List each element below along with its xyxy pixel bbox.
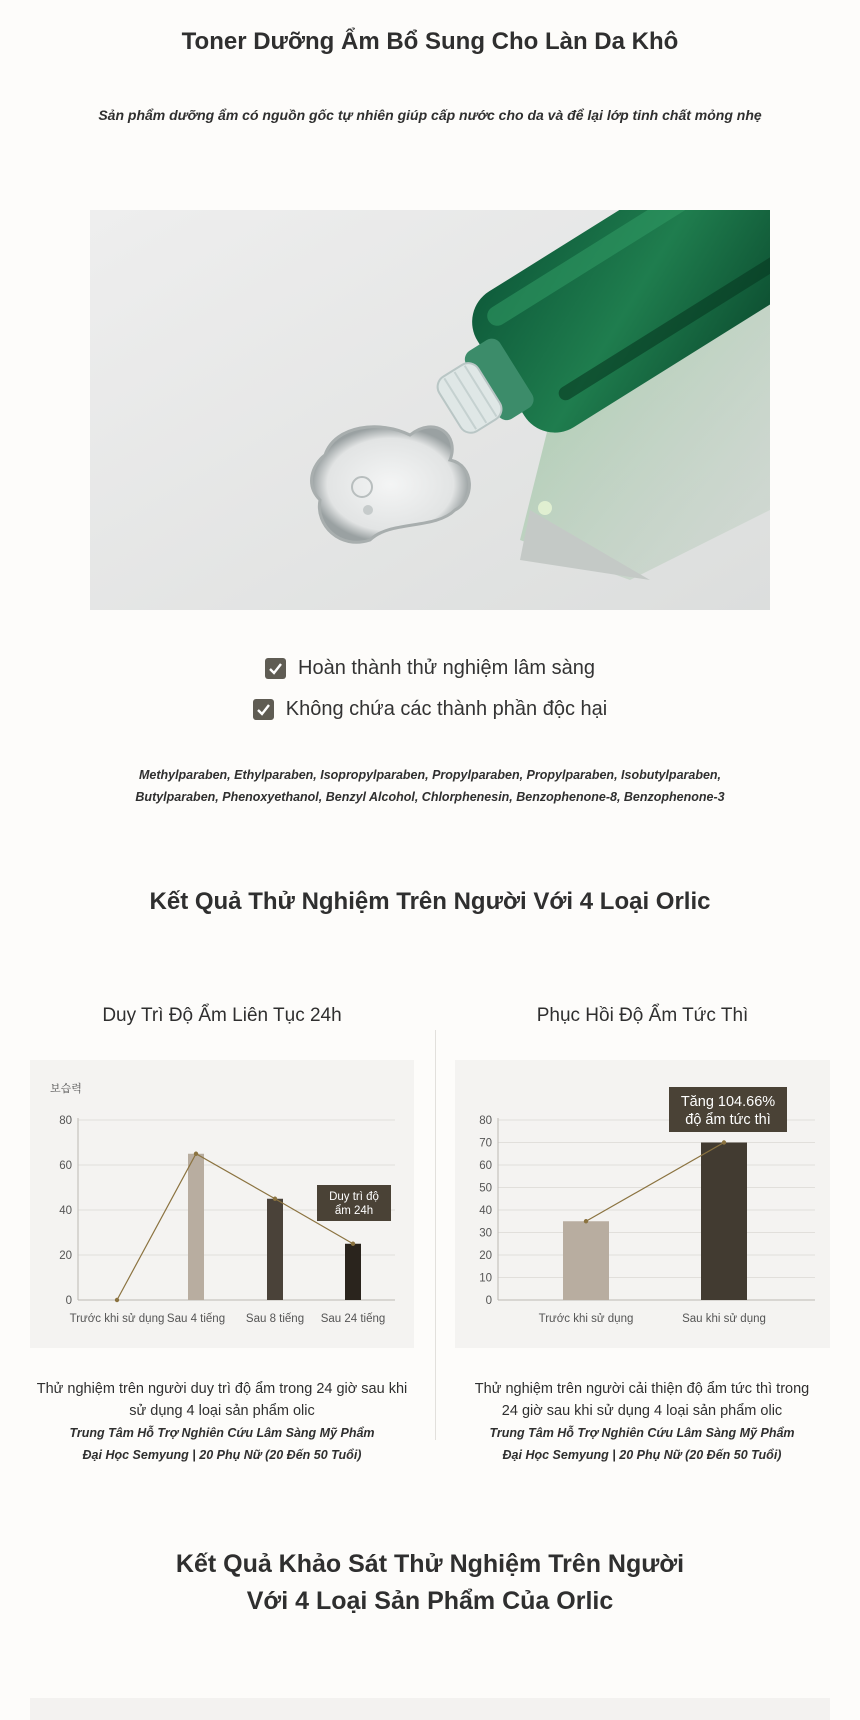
bar bbox=[701, 1143, 747, 1301]
bar bbox=[267, 1199, 283, 1300]
column-divider bbox=[435, 1030, 436, 1440]
caption-source: Trung Tâm Hỗ Trợ Nghiên Cứu Lâm Sàng Mỹ Phẩm bbox=[489, 1426, 795, 1440]
y-tick-label: 60 bbox=[59, 1160, 72, 1172]
ingredients-line: Methylparaben, Ethylparaben, Isopropylparaben, Propylparaben, Propylparaben, Isobutylparaben, bbox=[138, 768, 722, 782]
check-item-label: Không chứa các thành phần độc hại bbox=[285, 698, 608, 720]
y-tick-label: 20 bbox=[59, 1250, 72, 1262]
product-image bbox=[90, 210, 770, 610]
y-tick-label: 10 bbox=[479, 1272, 492, 1285]
caption-text: Thử nghiệm trên người duy trì độ ẩm trong 24 giờ sau khi sử dụng 4 loại sản phẩm olic bbox=[36, 1381, 408, 1419]
x-tick-label: Trước khi sử dụng bbox=[538, 1313, 634, 1325]
section-title-line: Kết Quả Khảo Sát Thử Nghiệm Trên Người bbox=[175, 1550, 685, 1578]
x-tick-label: Sau 4 tiếng bbox=[166, 1313, 226, 1325]
ingredients-line: Butylparaben, Phenoxyethanol, Benzyl Alcohol, Chlorphenesin, Benzophenone-8, Benzophenone-3 bbox=[135, 790, 725, 804]
page-subtitle: Sản phẩm dưỡng ẩm có nguồn gốc tự nhiên giúp cấp nước cho da và để lại lớp tinh chất mỏng nhẹ bbox=[98, 107, 762, 123]
survey-panel bbox=[30, 1698, 830, 1720]
check-item-label: Hoàn thành thử nghiệm lâm sàng bbox=[298, 657, 595, 679]
chart-panel-moisture-24h bbox=[30, 1060, 414, 1348]
section-title-line: Với 4 Loại Sản Phẩm Của Orlic bbox=[246, 1587, 614, 1615]
feature-checklist bbox=[0, 648, 860, 730]
y-tick-label: 0 bbox=[485, 1295, 492, 1307]
chart-instant-moisture bbox=[455, 1060, 830, 1348]
checkbox-checked-icon bbox=[265, 658, 286, 679]
x-tick-label: Sau 8 tiếng bbox=[245, 1313, 305, 1325]
caption-source: Trung Tâm Hỗ Trợ Nghiên Cứu Lâm Sàng Mỹ Phẩm bbox=[69, 1426, 375, 1440]
x-tick-label: Trước khi sử dụng bbox=[69, 1313, 165, 1325]
section-title-survey-results bbox=[0, 1546, 860, 1620]
chart-panel-instant-moisture bbox=[455, 1060, 830, 1348]
annotation-label: độ ẩm tức thì bbox=[685, 1112, 771, 1128]
caption-source: Đại Học Semyung | 20 Phụ Nữ (20 Đến 50 Tuổi) bbox=[82, 1448, 362, 1462]
y-tick-label: 70 bbox=[479, 1137, 492, 1150]
y-tick-label: 40 bbox=[479, 1205, 492, 1217]
trend-line bbox=[117, 1154, 353, 1300]
y-tick-label: 80 bbox=[59, 1115, 72, 1127]
annotation-label: Duy trì độ bbox=[329, 1191, 379, 1203]
y-tick-label: 80 bbox=[479, 1115, 492, 1127]
y-tick-label: 50 bbox=[479, 1182, 492, 1195]
data-point bbox=[273, 1197, 277, 1201]
toner-bottle-illustration bbox=[90, 210, 770, 610]
bar bbox=[345, 1244, 361, 1300]
checkbox-checked-icon bbox=[253, 699, 274, 720]
check-item-clinical bbox=[0, 648, 860, 689]
chart-moisture-24h bbox=[30, 1060, 414, 1348]
data-point bbox=[115, 1298, 119, 1302]
data-point bbox=[584, 1219, 588, 1223]
y-axis-label: 보습력 bbox=[50, 1083, 82, 1095]
y-tick-label: 60 bbox=[479, 1160, 492, 1172]
x-tick-label: Sau khi sử dụng bbox=[682, 1313, 766, 1325]
y-tick-label: 30 bbox=[479, 1227, 492, 1240]
left-chart-title: Duy Trì Độ Ẩm Liên Tục 24h bbox=[102, 1005, 342, 1026]
right-chart-caption bbox=[466, 1378, 818, 1466]
bar bbox=[188, 1154, 204, 1300]
ingredients-list bbox=[90, 764, 770, 808]
data-point bbox=[722, 1140, 726, 1144]
data-point bbox=[351, 1242, 355, 1246]
annotation-label: ẩm 24h bbox=[334, 1205, 374, 1217]
right-chart-title: Phục Hồi Độ Ẩm Tức Thì bbox=[536, 1005, 749, 1026]
bar bbox=[563, 1221, 609, 1300]
annotation-label: Tăng 104.66% bbox=[680, 1094, 776, 1110]
y-tick-label: 0 bbox=[65, 1295, 72, 1307]
y-tick-label: 40 bbox=[59, 1205, 72, 1217]
section-title-trial-results: Kết Quả Thử Nghiệm Trên Người Với 4 Loại Orlic bbox=[149, 888, 711, 915]
check-item-no-harmful bbox=[0, 689, 860, 730]
caption-text: Thử nghiệm trên người cải thiện độ ẩm tức thì trong 24 giờ sau khi sử dụng 4 loại sản phẩm olic bbox=[474, 1381, 810, 1419]
left-chart-caption bbox=[36, 1378, 408, 1466]
caption-source: Đại Học Semyung | 20 Phụ Nữ (20 Đến 50 Tuổi) bbox=[502, 1448, 782, 1462]
data-point bbox=[194, 1152, 198, 1156]
page-title: Toner Dưỡng Ẩm Bổ Sung Cho Làn Da Khô bbox=[181, 28, 679, 55]
x-tick-label: Sau 24 tiếng bbox=[320, 1313, 386, 1325]
y-tick-label: 20 bbox=[479, 1250, 492, 1262]
